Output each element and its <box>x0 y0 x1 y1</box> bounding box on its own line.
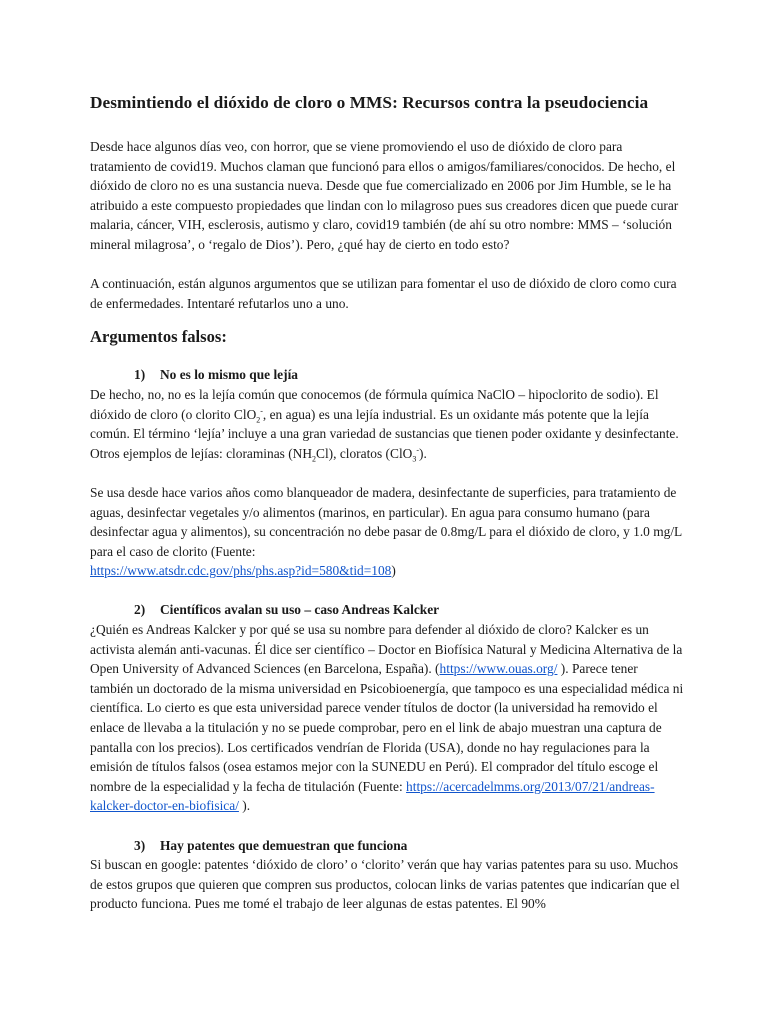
item-1-text-a: De hecho, no, no es la lejía común que conocemos (de fórmula química NaClO – hipoclorito de sodio). El dióxido de cloro (o clorito ClO <box>90 386 659 422</box>
item-2-text-b: ). Parece tener también un doctorado de la misma universidad en Psicobioenergía, que tampoco es una especialidad médica ni científica. Lo cierto es que esta universidad parece vender títulos de doctor (la universidad ha removido el enlace de llevaba a la titulación y no se puede comprobar, pero en el link de abajo muestran una captura de pantalla con los precios). Los certificados vendrían de Florida (USA), donde no hay regulaciones para la emisión de títulos falsos (osea estamos mejor con la SUNEDU en Perú). El comprador del título escoge el nombre de la especialidad y la fecha de titulación (Fuente: <box>90 661 684 794</box>
item-2-text-a: ¿Quién es Andreas Kalcker y por qué se usa su nombre para defender al dióxido de cloro? Kalcker es un activista alemán anti-vacunas. Él dice ser científico – Doctor en Biofísica Natural y Medicina Alternativa de la Open University of Advanced Sciences (en Barcelona, España). ( <box>90 622 683 677</box>
section-heading: Argumentos falsos: <box>90 327 227 347</box>
item-1-sub-1: 2 <box>256 415 261 425</box>
item-2-ouas-link[interactable]: https://www.ouas.org/ <box>439 661 558 677</box>
item-1-sub-3: 3 <box>412 454 417 464</box>
item-1-number: 1) <box>134 367 146 383</box>
item-1-sup-1: - <box>260 406 263 416</box>
document-title: Desmintiendo el dióxido de cloro o MMS: Recursos contra la pseudociencia <box>90 93 649 112</box>
item-1-paragraph-2 <box>90 483 684 581</box>
intro-paragraph-1: Desde hace algunos días veo, con horror, que se viene promoviendo el uso de dióxido de cloro para tratamiento de covid19. Muchos claman que funcionó para ellos o amigos/familiares/conocidos. De hecho, el dióxido de cloro no es una sustancia nueva. Desde que fue comercializado en 2006 por Jim Humble, se le ha atribuido a este compuesto propiedades que lindan con lo milagroso pues sus creadores dicen que puede curar malaria, cáncer, VIH, esclerosis, autismo y claro, covid19 también (de ahí su otro nombre: MMS – ‘solución mineral milagrosa’, o ‘regalo de Dios’). Pero, ¿qué hay de cierto en todo esto? <box>90 139 679 252</box>
item-1-source-link[interactable]: https://www.atsdr.cdc.gov/phs/phs.asp?id=580&tid=108 <box>90 563 392 579</box>
item-1-p2-text: Se usa desde hace varios años como blanqueador de madera, desinfectante de superficies, para tratamiento de aguas, desinfectar vegetales y/o alimentos (marinos, en particular). En agua para consumo humano (para desinfectar agua y alimentos), su concentración no debe pasar de 0.8mg/L para el dióxido de cloro, y 1.0 mg/L para el caso de clorito (Fuente: <box>90 484 682 559</box>
item-1-text-b: , en agua) es una lejía industrial. Es un oxidante más potente que la lejía común. El término ‘lejía’ incluye a una gran variedad de sustancias que tienen poder oxidante y desinfectante. Otros ejemplos de lejías: cloraminas (NH <box>90 406 679 461</box>
item-2-title-text: Científicos avalan su uso – caso Andreas Kalcker <box>160 602 440 618</box>
item-1-text-d: ). <box>419 445 427 461</box>
item-1-paragraph-1 <box>90 385 684 463</box>
item-2-title <box>90 600 684 620</box>
item-3-number: 3) <box>134 837 146 853</box>
item-2-text-c: ). <box>238 798 251 814</box>
intro-paragraph-2: A continuación, están algunos argumentos que se utilizan para fomentar el uso de dióxido de cloro como cura de enfermedades. Intentaré refutarlos uno a uno. <box>90 276 677 311</box>
item-1-p2-tail: ) <box>391 563 396 579</box>
item-1-title-text: No es lo mismo que lejía <box>160 367 298 383</box>
item-2-source-link[interactable]: https://acercadelmms.org/2013/07/21/andreas-kalcker-doctor-en-biofisica/ <box>90 778 655 814</box>
item-3-title-text: Hay patentes que demuestran que funciona <box>160 837 408 853</box>
item-2-paragraph-1 <box>90 620 684 816</box>
item-1-sup-3: - <box>416 445 420 455</box>
item-1-text-c: Cl), cloratos (ClO <box>316 445 413 461</box>
item-3-title <box>90 836 684 856</box>
item-2-number: 2) <box>134 602 146 618</box>
item-1-title <box>90 365 684 385</box>
item-3-paragraph-1: Si buscan en google: patentes ‘dióxido de cloro’ o ‘clorito’ verán que hay varias patentes para su uso. Muchos de estos grupos que quieren que compren sus productos, colocan links de varias patentes que indicarían que el producto funciona. Pues me tomé el trabajo de leer algunas de estas patentes. El 90% <box>90 857 680 912</box>
item-1-sub-2: 2 <box>312 454 317 464</box>
